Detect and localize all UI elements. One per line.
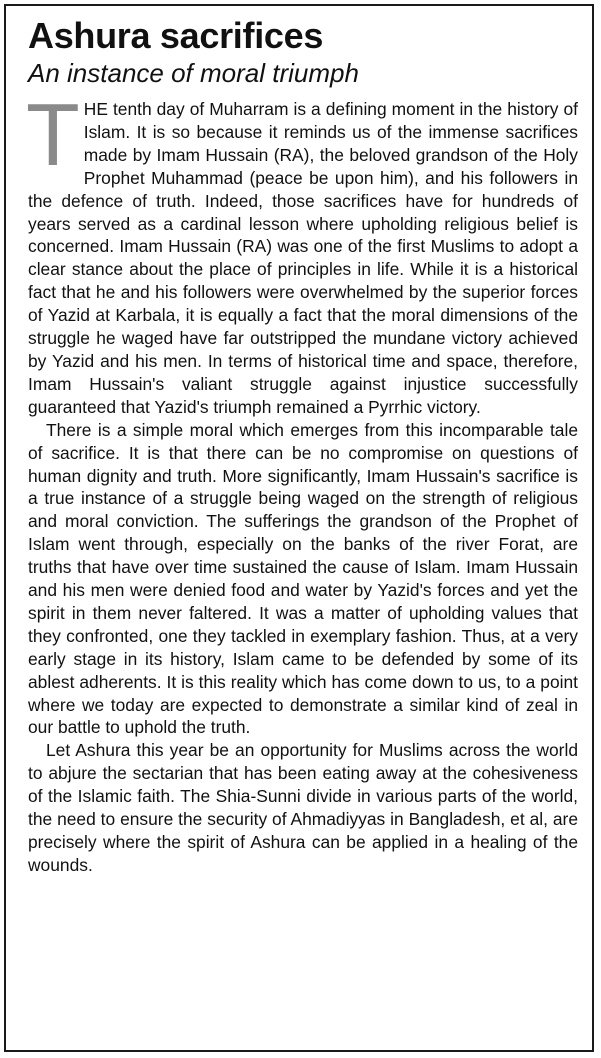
headline: Ashura sacrifices (28, 15, 324, 56)
paragraph-2: There is a simple moral which emerges from this incomparable tale of sacrifice. It is that there can be no compromise on questions of human dignity and truth. More significantly, Imam Hussain's sacrifice is a true instance of a struggle being waged on the strength of religious and moral conviction. The sufferings the grandson of the Prophet of Islam went through, especially on the banks of the river Forat, are truths that have over time sustained the cause of Islam. Imam Hussain and his men were denied food and water by Yazid's forces and yet the spirit in them never faltered. It was a matter of upholding values that they confronted, one they tackled in exemplary fashion. Thus, at a very early stage in its history, Islam came to be defended by some of its ablest adherents. It is this reality which has come down to us, to a point where we today are expected to demonstrate a similar kind of zeal in our battle to uphold the truth. (28, 419, 578, 738)
drop-cap: T (26, 85, 80, 184)
paragraph-3: Let Ashura this year be an opportunity for Muslims across the world to abjure the sectarian that has been eating away at the cohesiveness of the Islamic faith. The Shia-Sunni divide in various parts of the world, the need to ensure the security of Ahmadiyyas in Bangladesh, et al, are precisely where the spirit of Ashura can be applied in a healing of the wounds. (28, 740, 578, 875)
paragraph-1-text: HE tenth day of Muharram is a defining moment in the history of Islam. It is so because it reminds us of the immense sacrifices made by Imam Hussain (RA), the beloved grandson of the Holy Prophet Muhammad (peace be upon him), and his followers in the defence of truth. Indeed, those sacrifices have for hundreds of years served as a cardinal lesson where upholding religious belief is concerned. Imam Hussain (RA) was one of the first Muslims to adopt a clear stance about the place of principles in life. While it is a historical fact that he and his followers were overwhelmed by the superior forces of Yazid at Karbala, it is equally a fact that the moral dimensions of the struggle he waged have far outstripped the mundane victory achieved by Yazid and his men. In terms of historical time and space, therefore, Imam Hussain's valiant struggle against injustice successfully guaranteed that Yazid's triumph remained a Pyrrhic victory. (28, 99, 578, 417)
subheadline: An instance of moral triumph (28, 58, 359, 88)
article-body (26, 85, 578, 877)
paragraph-1 (26, 85, 578, 419)
article-frame (4, 4, 594, 1052)
